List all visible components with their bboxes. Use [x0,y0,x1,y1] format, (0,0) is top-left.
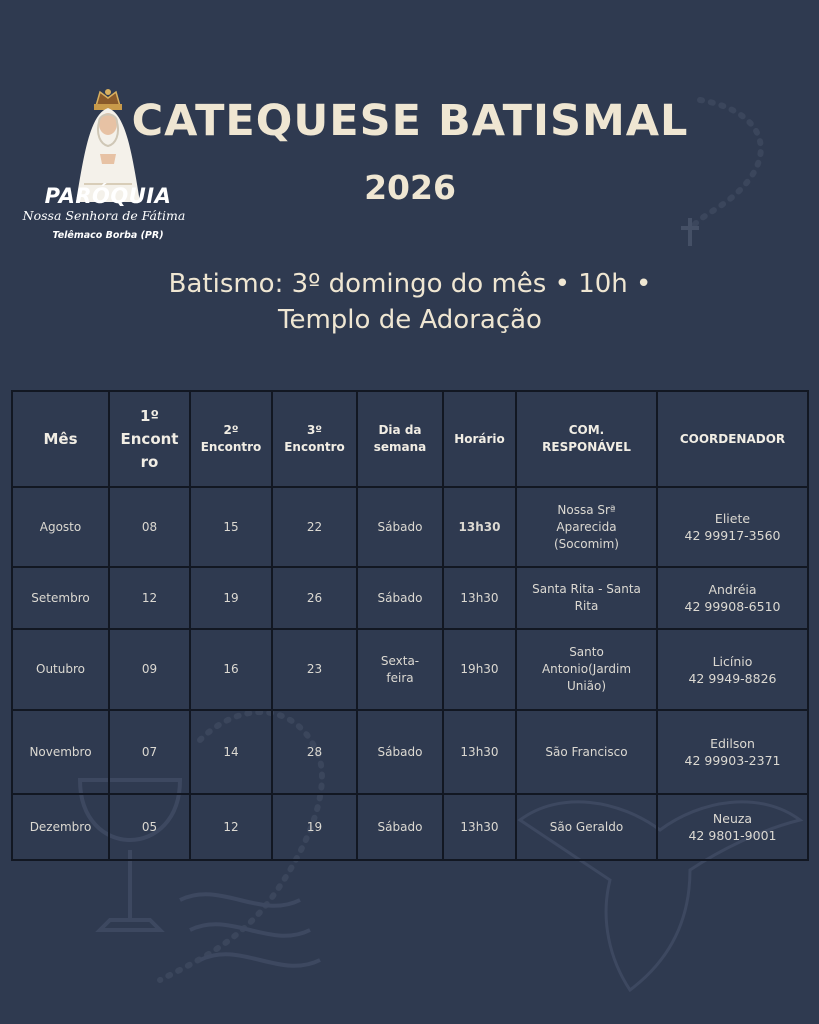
cell-weekday: Sábado [357,710,443,794]
cell-third-meeting: 28 [272,710,357,794]
cell-time: 13h30 [443,567,516,629]
cell-time: 13h30 [443,487,516,567]
cell-coordinator: Eliete 42 99917-3560 [657,487,808,567]
table-row [12,487,808,567]
cell-community: São Francisco [516,710,657,794]
cell-third-meeting: 26 [272,567,357,629]
cell-weekday: Sexta- feira [357,629,443,710]
cell-third-meeting: 19 [272,794,357,860]
header-coordinator: COORDENADOR [657,391,808,487]
header-time: Horário [443,391,516,487]
cell-community: São Geraldo [516,794,657,860]
baptism-info-line-1: Batismo: 3º domingo do mês • 10h • [168,269,652,299]
cell-community: Santo Antonio(Jardim União) [516,629,657,710]
cell-first-meeting: 08 [109,487,190,567]
cell-second-meeting: 19 [190,567,272,629]
rosary-top-right-icon [690,100,761,230]
cell-weekday: Sábado [357,794,443,860]
cell-month: Agosto [12,487,109,567]
cell-third-meeting: 22 [272,487,357,567]
cell-community: Nossa Srª Aparecida (Socomim) [516,487,657,567]
cell-time: 13h30 [443,794,516,860]
table-row [12,710,808,794]
baptism-info-line-2: Templo de Adoração [278,305,542,335]
cell-month: Setembro [12,567,109,629]
rosary-cross-icon [681,218,699,246]
cell-time: 13h30 [443,710,516,794]
schedule-table [11,390,809,861]
cell-time: 19h30 [443,629,516,710]
cell-second-meeting: 15 [190,487,272,567]
cell-first-meeting: 07 [109,710,190,794]
patron-name: Nossa Senhora de Fátima [22,208,186,223]
header-weekday: Dia da semana [357,391,443,487]
laurel-icon [180,894,320,966]
cell-community: Santa Rita - Santa Rita [516,567,657,629]
header-second-meeting: 2º Encontro [190,391,272,487]
cell-coordinator: Neuza 42 9801-9001 [657,794,808,860]
cell-first-meeting: 05 [109,794,190,860]
cell-month: Novembro [12,710,109,794]
cell-coordinator: Licínio 42 9949-8826 [657,629,808,710]
table-row [12,567,808,629]
cell-month: Dezembro [12,794,109,860]
cell-weekday: Sábado [357,487,443,567]
table-row [12,629,808,710]
parish-name: PARÓQUIA [44,184,172,208]
cell-weekday: Sábado [357,567,443,629]
cell-month: Outubro [12,629,109,710]
table-header-row [12,391,808,487]
page-title: CATEQUESE BATISMAL [131,96,689,146]
cell-second-meeting: 12 [190,794,272,860]
baptism-info [90,266,730,338]
header-third-meeting: 3º Encontro [272,391,357,487]
table-row [12,794,808,860]
city-name: Telêmaco Borba (PR) [52,230,164,241]
header-month: Mês [12,391,109,487]
cell-coordinator: Andréia 42 99908-6510 [657,567,808,629]
cell-coordinator: Edilson 42 99903-2371 [657,710,808,794]
cell-second-meeting: 16 [190,629,272,710]
cell-second-meeting: 14 [190,710,272,794]
cell-first-meeting: 09 [109,629,190,710]
header-first-meeting: 1º Encont ro [109,391,190,487]
cell-third-meeting: 23 [272,629,357,710]
page-year: 2026 [364,168,456,207]
header-community: COM. RESPONÁVEL [516,391,657,487]
cell-first-meeting: 12 [109,567,190,629]
